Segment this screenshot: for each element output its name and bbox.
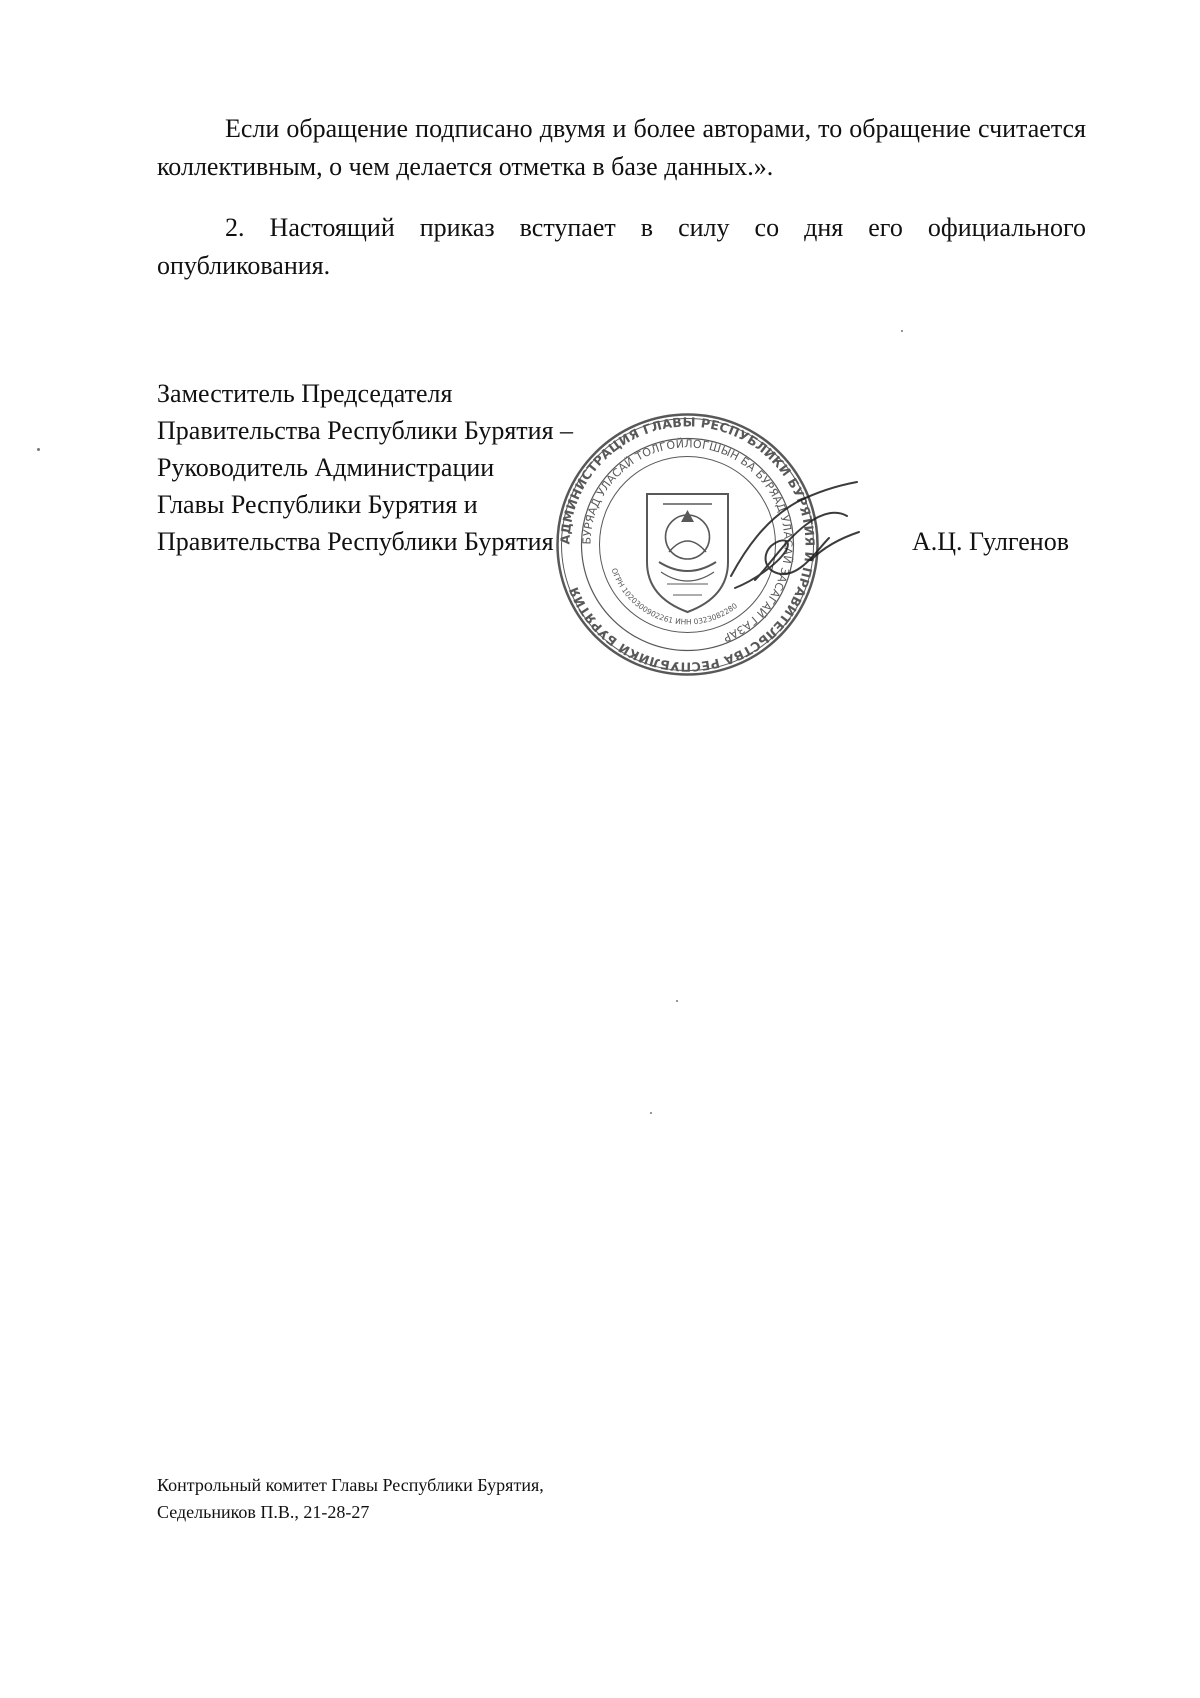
signatory-title-line: Правительства Республики Бурятия (157, 527, 554, 556)
seal-outer-text: АДМИНИСТРАЦИЯ ГЛАВЫ РЕСПУБЛИКИ БУРЯТИЯ И ПРАВИТЕЛЬСТВА РЕСПУБЛИКИ БУРЯТИЯ (557, 414, 818, 675)
handwritten-signature (725, 480, 865, 600)
footer-line: Седельников П.В., 21-28-27 (157, 1502, 370, 1522)
signatory-name: А.Ц. Гулгенов (912, 527, 1069, 556)
scan-speck (676, 1000, 678, 1002)
seal-inner-text: БУРЯАД УЛАСАЙ ТОЛГОЙЛОГШЫН БА БУРЯАД УЛАСАЙ ЗАСАГАЙ ГАЗАР (580, 437, 795, 645)
scan-speck (37, 448, 40, 451)
paragraph-text: 2. Настоящий приказ вступает в силу со дня его официального опубликования. (157, 213, 1086, 280)
paragraph-effective-date (157, 209, 1086, 285)
signatory-title-line: Руководитель Администрации (157, 453, 495, 482)
signatory-title-line: Главы Республики Бурятия и (157, 490, 478, 519)
signatory-title-line: Правительства Республики Бурятия – (157, 416, 574, 445)
footer-line: Контрольный комитет Главы Республики Бурятия, (157, 1475, 544, 1495)
scan-speck (901, 330, 903, 332)
coat-of-arms-icon (647, 494, 728, 612)
scan-speck (650, 1112, 652, 1114)
footer-contact (157, 1472, 544, 1526)
seal-ogrn-text: ОГРН 1020300902261 ИНН 0323082280 (609, 566, 740, 627)
paragraph-text: Если обращение подписано двумя и более авторами, то обращение считается коллективным, о чем делается отметка в базе данных.». (157, 114, 1086, 181)
paragraph-collective-appeal (157, 110, 1086, 186)
signatory-title-line: Заместитель Председателя (157, 379, 453, 408)
